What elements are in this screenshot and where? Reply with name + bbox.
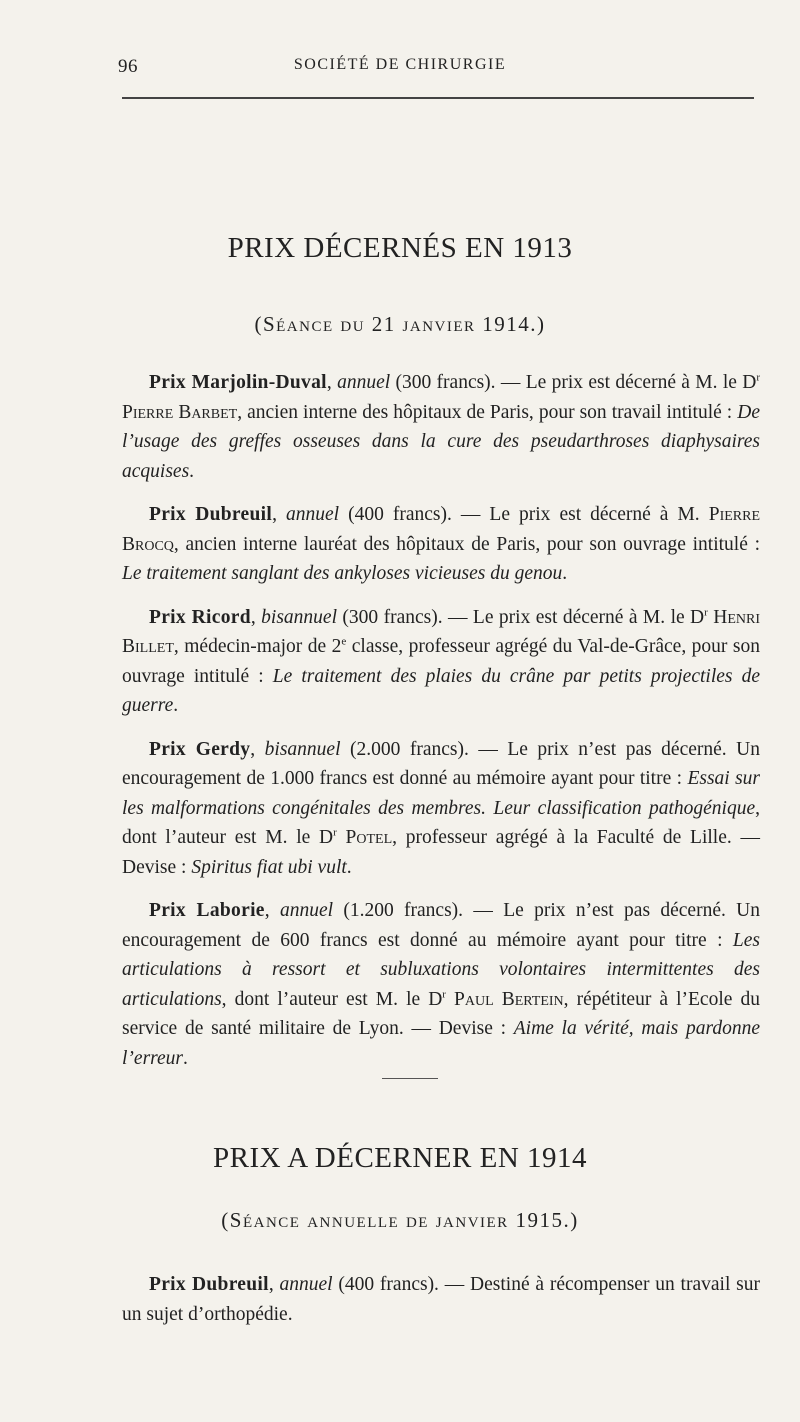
- prize-name: Prix Marjolin-Duval: [149, 372, 327, 393]
- section-divider: [382, 1078, 438, 1079]
- prize-frequency: annuel: [337, 372, 391, 393]
- running-title: SOCIÉTÉ DE CHIRURGIE: [293, 56, 507, 73]
- prize-paragraph: Prix Laborie, annuel (1.200 francs). — Le prix n’est pas décerné. Un encouragement de 600 francs est donné au mémoire ayant pour titre : Les articulations à ressort et subluxations volontaires intermittentes des articulations, dont l’auteur est M. le $D^r$ Paul Bertein, répétiteur à l’Ecole du service de santé militaire de Lyon. — Devise : Aime la vérité, mais pardonne l’erreur.: [122, 900, 761, 1069]
- devise: Spiritus fiat ubi vult: [191, 856, 347, 878]
- prize-paragraph: Prix Gerdy, bisannuel (2.000 francs). — Le prix n’est pas décerné. Un encouragement de 1.000 francs est donné au mémoire ayant pour titre : Essai sur les malformations congénitales des membres. Leur classification pathogénique, dont l’auteur est M. le $D^r$ Potel, professeur agrégé à la Faculté de Lille. — Devise : Spiritus fiat ubi vult.: [122, 738, 761, 878]
- section-subtitle-1913: (Séance du 21 janvier 1914.): [254, 312, 546, 336]
- prize-frequency: annuel: [279, 900, 334, 921]
- author-name: Potel: [345, 827, 393, 848]
- work-title: De l’usage des greffes osseuses dans la cure des pseudarthroses diaphysaires acquises: [122, 401, 760, 482]
- prize-name: Prix Gerdy: [149, 738, 251, 760]
- prize-name: Prix Dubreuil: [149, 1274, 269, 1295]
- page-number: 96: [118, 56, 138, 77]
- prize-frequency: bisannuel: [264, 738, 341, 760]
- laureate-name: Henri Billet: [122, 606, 760, 657]
- prize-paragraph: Prix Ricord, bisannuel (300 francs). — Le prix est décerné à M. le $D^r$ Henri Billet, médecin-major de 2e classe, professeur agrégé du Val-de-Grâce, pour son ouvrage intitulé : Le traitement des plaies du crâne par petits projectiles de guerre.: [122, 606, 760, 716]
- work-title: Les articulations à ressort et subluxations volontaires intermittentes des articulations: [122, 929, 760, 1010]
- work-title: Le traitement sanglant des ankyloses vicieuses du genou: [122, 563, 563, 584]
- prize-frequency: annuel: [285, 504, 340, 525]
- prize-paragraph: Prix Marjolin-Duval, annuel (300 francs). — Le prix est décerné à M. le $D^r$ Pierre Barbet, ancien interne des hôpitaux de Paris, pour son travail intitulé : De l’usage des greffes osseuses dans la cure des pseudarthroses diaphysaires acquises.: [122, 371, 760, 482]
- prize-paragraph: Prix Dubreuil, annuel (400 francs). — Destiné à récompenser un travail sur un sujet d’orthopédie.: [122, 1274, 760, 1325]
- author-name: Paul Bertein: [454, 988, 564, 1010]
- section-title-1914: PRIX A DÉCERNER EN 1914: [212, 1142, 588, 1174]
- devise: Aime la vérité, mais pardonne l’erreur: [122, 1018, 761, 1069]
- work-title: Essai sur les malformations congénitales des membres. Leur classification pathogénique: [122, 768, 761, 819]
- section-subtitle-1914: (Séance annuelle de janvier 1915.): [221, 1208, 579, 1232]
- prize-name: Prix Ricord: [149, 606, 251, 628]
- prizes-1913-body: [122, 368, 760, 1087]
- laureate-name: Pierre Barbet: [122, 401, 238, 423]
- work-title: Le traitement des plaies du crâne par petits projectiles de guerre: [122, 665, 760, 716]
- prize-name: Prix Laborie: [149, 900, 265, 921]
- section-title-1913: PRIX DÉCERNÉS EN 1913: [227, 232, 573, 264]
- prize-paragraph: Prix Dubreuil, annuel (400 francs). — Le prix est décerné à M. Pierre Brocq, ancien interne lauréat des hôpitaux de Paris, pour son ouvrage intitulé : Le traitement sanglant des ankyloses vicieuses du genou.: [122, 504, 761, 584]
- laureate-name: Pierre Brocq: [122, 504, 761, 555]
- prize-name: Prix Dubreuil: [149, 504, 273, 525]
- prize-frequency: bisannuel: [261, 606, 337, 628]
- header-rule: [122, 97, 754, 99]
- prizes-1914-body: [122, 1270, 760, 1343]
- prize-frequency: annuel: [279, 1274, 333, 1295]
